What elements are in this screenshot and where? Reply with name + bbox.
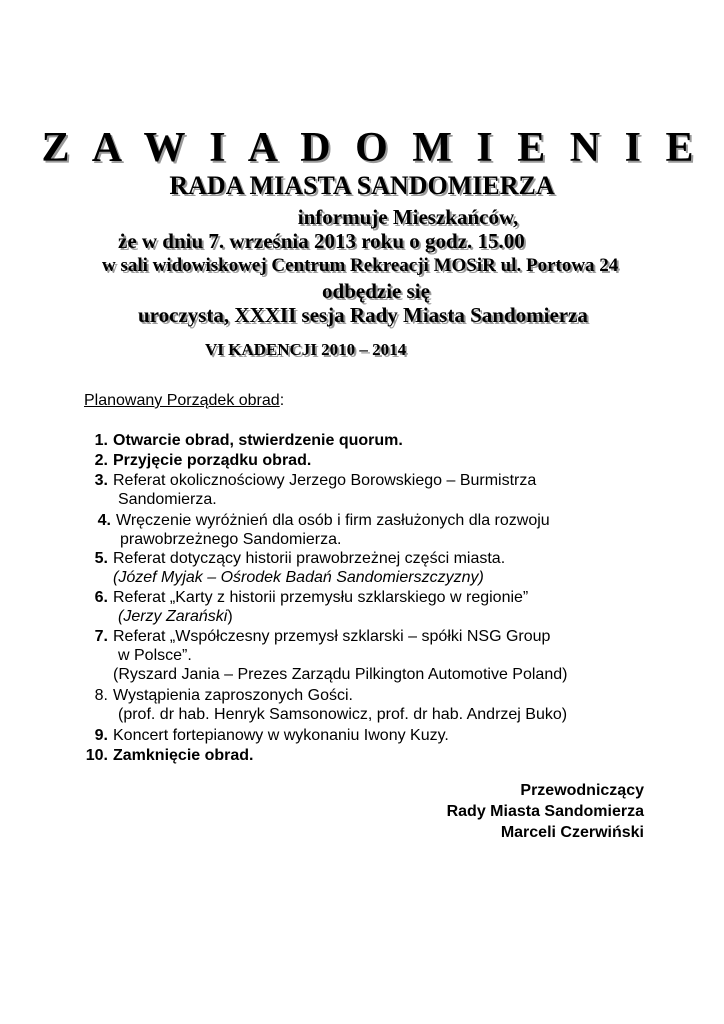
- page-title: Z A W I A D O M I E N I E: [41, 125, 701, 171]
- term-line: VI KADENCJI 2010 – 2014: [205, 340, 407, 359]
- agenda-item-text: Referat „Karty z historii przemysłu szklarskiego w regionie”: [113, 589, 529, 606]
- agenda-item-text-cont: [118, 607, 233, 626]
- agenda-item-text-cont: Sandomierza.: [118, 491, 217, 508]
- agenda-item-number: 1.: [94, 432, 108, 449]
- agenda-item-number: 5.: [94, 550, 108, 567]
- agenda-item-text-cont: prawobrzeżnego Sandomierza.: [120, 531, 342, 548]
- agenda-item-number: 2.: [94, 452, 108, 469]
- agenda-item-text: Referat okolicznościowy Jerzego Borowskiego – Burmistrza: [113, 472, 537, 489]
- agenda-item-number: 8.: [94, 687, 108, 704]
- agenda-item-text: Przyjęcie porządku obrad.: [113, 452, 312, 469]
- venue-line: w sali widowiskowej Centrum Rekreacji MOSiR ul. Portowa 24: [102, 255, 619, 276]
- agenda-item-text: Referat „Współczesny przemysł szklarski – spółki NSG Group: [113, 628, 551, 645]
- agenda-item-text: Wręczenie wyróżnień dla osób i firm zasłużonych dla rozwoju: [116, 512, 550, 529]
- agenda-item-number: 6.: [94, 589, 108, 606]
- agenda-item-text: Referat dotyczący historii prawobrzeżnej części miasta.: [113, 550, 506, 567]
- signature-name: Marceli Czerwiński: [500, 824, 644, 841]
- agenda-item-text: Koncert fortepianowy w wykonaniu Iwony Kuzy.: [113, 727, 449, 744]
- signature-body: Rady Miasta Sandomierza: [446, 803, 644, 820]
- session-line: uroczysta, XXXII sesja Rady Miasta Sandomierza: [138, 303, 588, 327]
- agenda-item-text: Zamknięcie obrad.: [113, 747, 254, 764]
- agenda-header: [84, 392, 284, 410]
- agenda-item-text: Wystąpienia zaproszonych Gości.: [113, 687, 353, 704]
- agenda-item-text-cont: w Polsce”.: [118, 647, 192, 664]
- agenda-item-number: 9.: [94, 727, 108, 744]
- informs-line: informuje Mieszkańców,: [297, 205, 519, 229]
- agenda-item-text-cont: (prof. dr hab. Henryk Samsonowicz, prof. dr hab. Andrzej Buko): [118, 706, 568, 723]
- agenda-item-author: (Jerzy Zarański: [118, 608, 228, 625]
- agenda-item-number: 3.: [94, 472, 108, 489]
- will-take-place-line: odbędzie się: [322, 279, 430, 303]
- agenda-item-number: 7.: [94, 628, 108, 645]
- signature-role: Przewodniczący: [520, 782, 644, 799]
- council-name: RADA MIASTA SANDOMIERZA: [169, 171, 555, 200]
- date-line: że w dniu 7. września 2013 roku o godz. 15.00: [118, 229, 525, 253]
- agenda-item-text-cont: (Ryszard Jania – Prezes Zarządu Pilkington Automotive Poland): [113, 666, 568, 683]
- agenda-header-text: Planowany Porządek obrad: [84, 392, 280, 409]
- agenda-item-text: Otwarcie obrad, stwierdzenie quorum.: [113, 432, 403, 449]
- agenda-header-colon: :: [279, 392, 285, 409]
- agenda-item-paren: ): [227, 608, 233, 625]
- agenda-item-number: 10.: [85, 747, 108, 764]
- agenda-item-number: 4.: [97, 512, 111, 529]
- agenda-item-text-cont: (Józef Myjak – Ośrodek Badań Sandomierszczyzny): [113, 569, 484, 586]
